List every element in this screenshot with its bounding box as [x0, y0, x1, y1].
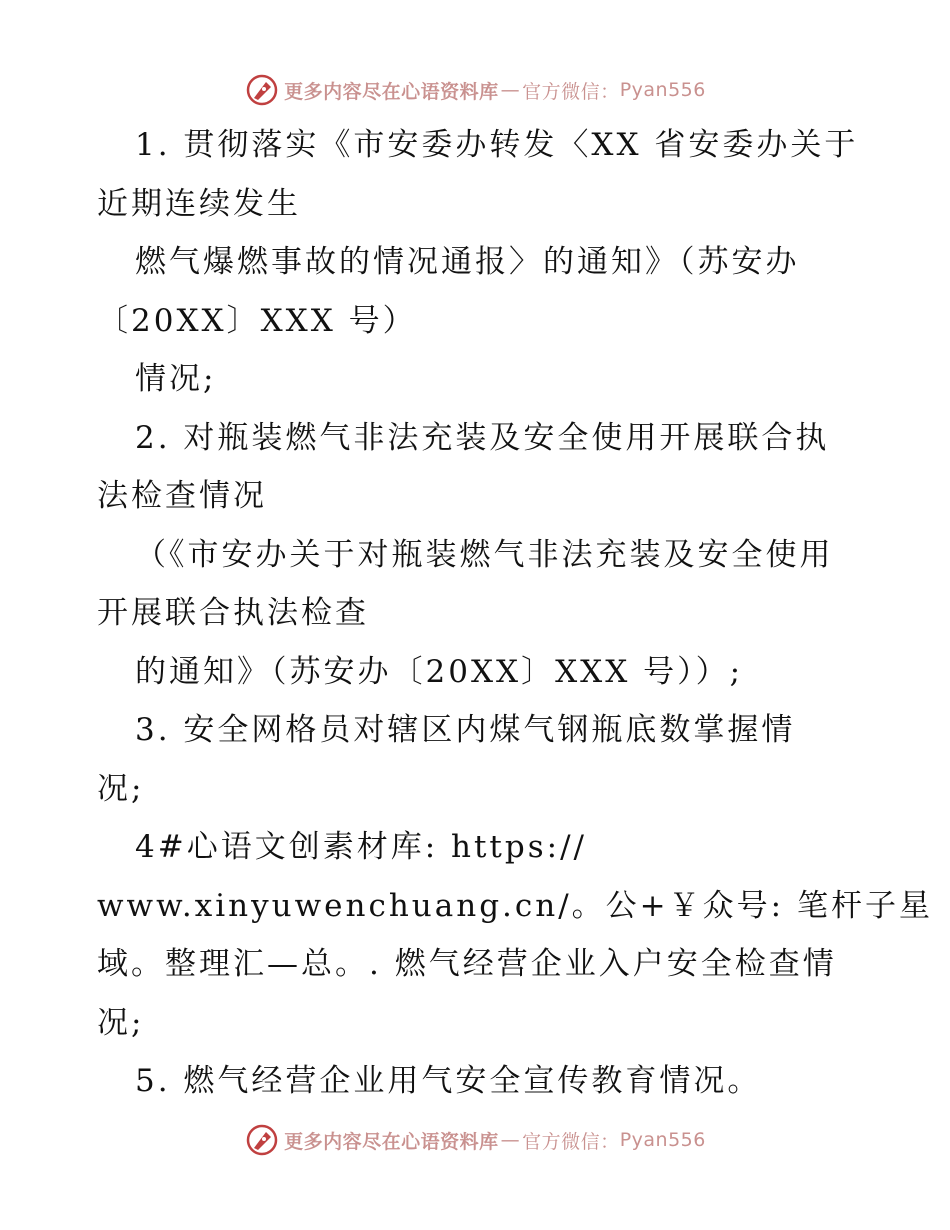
text-line: 4#心语文创素材库: https://: [135, 829, 587, 865]
text-line: 1. 贯彻落实《市安委办转发〈XX 省安委办关于: [135, 127, 859, 163]
text-line: 的通知》（苏安办〔20XX〕XXX 号））;: [135, 653, 744, 690]
header-watermark: [0, 70, 950, 110]
text-line: 近期连续发生: [97, 185, 301, 222]
text-line: 情况;: [135, 361, 217, 397]
watermark-text: 更多内容尽在心语资料库: [284, 80, 499, 103]
text-line: 况;: [97, 770, 145, 807]
text-line: 域。整理汇—总。. 燃气经营企业入户安全检查情: [97, 946, 837, 982]
text-line: 3. 安全网格员对辖区内煤气钢瓶底数掌握情: [135, 712, 796, 748]
watermark-separator: —: [500, 79, 521, 101]
watermark-wechat-id: Pyan556: [619, 1129, 706, 1151]
text-line: 5. 燃气经营企业用气安全宣传教育情况。: [135, 1063, 762, 1099]
pen-nib-logo-icon: [244, 72, 280, 108]
text-line: （《市安办关于对瓶装燃气非法充装及安全使用: [135, 536, 834, 573]
text-line: 开展联合执法检查: [97, 595, 369, 631]
watermark-text: 更多内容尽在心语资料库: [284, 1130, 499, 1153]
watermark-wechat-label: 官方微信：: [522, 80, 620, 103]
document-body: [97, 116, 933, 1111]
watermark-wechat-label: 官方微信：: [522, 1130, 620, 1153]
text-line: 燃气爆燃事故的情况通报〉的通知》（苏安办: [135, 244, 800, 280]
text-line: www.xinyuwenchuang.cn/。公+￥众号: 笔杆子星: [97, 887, 933, 924]
text-line: 况;: [97, 1004, 145, 1041]
text-line: 法检查情况: [97, 478, 267, 514]
text-line: 〔20XX〕XXX 号）: [97, 302, 417, 339]
pen-nib-logo-icon: [244, 1122, 280, 1158]
text-line: 2. 对瓶装燃气非法充装及安全使用开展联合执: [135, 419, 830, 456]
footer-watermark: [0, 1120, 950, 1160]
watermark-separator: —: [500, 1129, 521, 1151]
watermark-wechat-id: Pyan556: [619, 79, 706, 101]
